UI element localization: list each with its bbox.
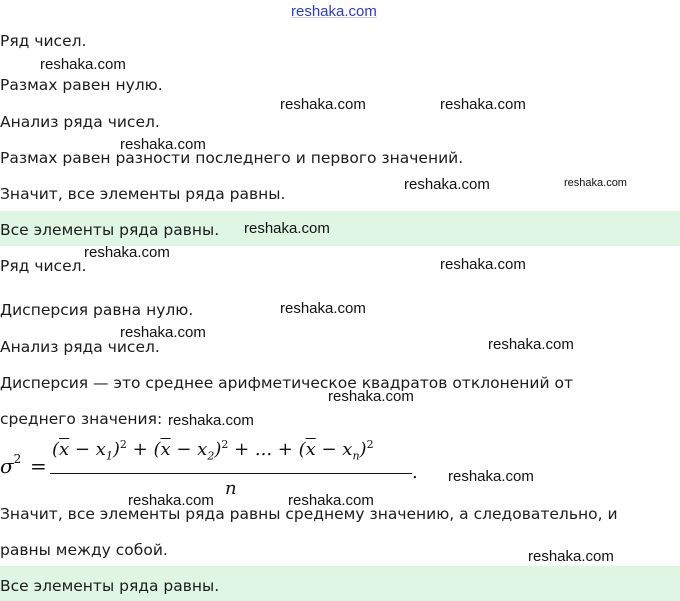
watermark: reshaka.com <box>84 244 170 261</box>
formula-equals: = <box>30 454 47 478</box>
watermark: reshaka.com <box>120 136 206 153</box>
text-line-9: Анализ ряда чисел. <box>0 338 160 356</box>
text-line-1: Ряд чисел. <box>0 32 87 50</box>
watermark: reshaka.com <box>440 96 526 113</box>
watermark: reshaka.com <box>448 468 534 485</box>
watermark: reshaka.com <box>40 56 126 73</box>
watermark-top: reshaka.com <box>291 3 377 20</box>
answer-text-1: Все элементы ряда равны. <box>0 221 220 239</box>
formula-numerator: $(\overline{x} - x_1)^2 + (\overline{x} - x_2)^2$ + ... + $(\overline{x} - x_n)^2$ <box>52 438 374 463</box>
text-line-8: Дисперсия равна нулю. <box>0 301 194 319</box>
formula-period: . <box>412 462 418 483</box>
watermark: reshaka.com <box>528 548 614 565</box>
watermark: reshaka.com <box>440 256 526 273</box>
text-line-12: Значит, все элементы ряда равны среднему значению, а следовательно, и <box>0 505 618 523</box>
watermark: reshaka.com <box>280 300 366 317</box>
text-line-5: Значит, все элементы ряда равны. <box>0 185 286 203</box>
watermark: reshaka.com <box>488 336 574 353</box>
formula-denominator: n <box>225 478 237 499</box>
watermark: reshaka.com <box>128 492 214 509</box>
watermark: reshaka.com <box>244 220 330 237</box>
watermark: reshaka.com <box>280 96 366 113</box>
text-line-13: равны между собой. <box>0 541 168 559</box>
text-line-2: Размах равен нулю. <box>0 76 163 94</box>
watermark: reshaka.com <box>328 388 414 405</box>
watermark: reshaka.com <box>404 176 490 193</box>
text-line-4: Размах равен разности последнего и первого значений. <box>0 149 464 167</box>
watermark: reshaka.com <box>564 177 627 189</box>
watermark: reshaka.com <box>288 492 374 509</box>
answer-text-2: Все элементы ряда равны. <box>0 577 220 595</box>
text-line-11: среднего значения: <box>0 410 163 428</box>
text-line-7: Ряд чисел. <box>0 257 87 275</box>
text-line-3: Анализ ряда чисел. <box>0 113 160 131</box>
formula-sigma: $\sigma^2$ <box>0 452 22 478</box>
variance-formula <box>0 438 440 498</box>
formula-fraction-bar <box>50 473 412 474</box>
text-line-10: Дисперсия — это среднее арифметическое квадратов отклонений от <box>0 374 573 392</box>
watermark: reshaka.com <box>120 324 206 341</box>
watermark: reshaka.com <box>168 412 254 429</box>
